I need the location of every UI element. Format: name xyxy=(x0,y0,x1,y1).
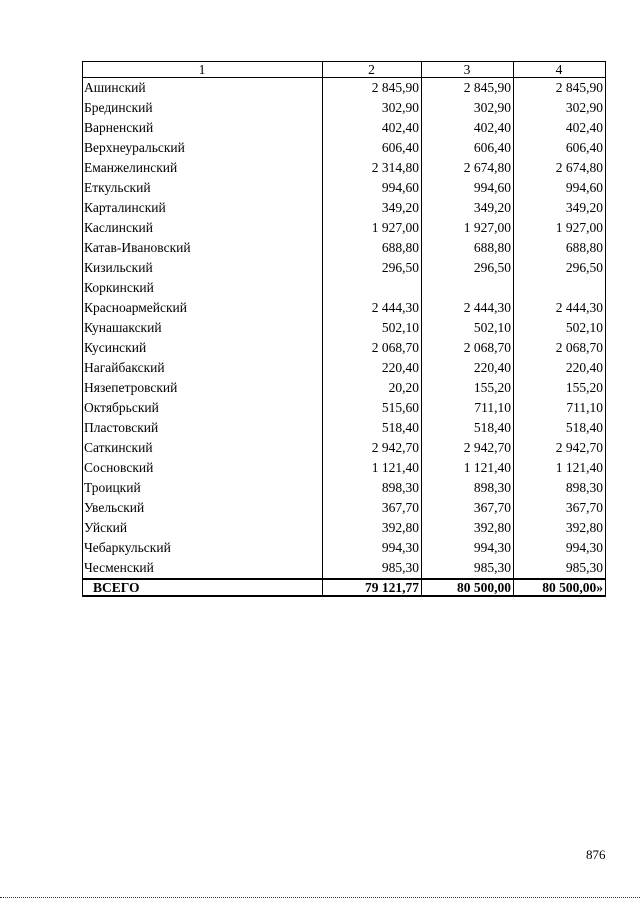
district-name: Верхнеуральский xyxy=(83,138,323,158)
table-row xyxy=(83,538,606,558)
value-col3: 1 927,00 xyxy=(422,218,514,238)
value-col4: 898,30 xyxy=(514,478,606,498)
value-col4: 606,40 xyxy=(514,138,606,158)
value-col4: 349,20 xyxy=(514,198,606,218)
table-row xyxy=(83,78,606,99)
value-col4: 2 444,30 xyxy=(514,298,606,318)
value-col2: 1 927,00 xyxy=(323,218,422,238)
table-row xyxy=(83,118,606,138)
district-name: Кусинский xyxy=(83,338,323,358)
district-name: Нязепетровский xyxy=(83,378,323,398)
value-col3: 296,50 xyxy=(422,258,514,278)
value-col2: 688,80 xyxy=(323,238,422,258)
value-col2: 349,20 xyxy=(323,198,422,218)
value-col2: 2 942,70 xyxy=(323,438,422,458)
value-col4: 985,30 xyxy=(514,558,606,579)
value-col4: 711,10 xyxy=(514,398,606,418)
district-name: Красноармейский xyxy=(83,298,323,318)
value-col2: 2 068,70 xyxy=(323,338,422,358)
total-value-col3: 80 500,00 xyxy=(422,579,514,596)
value-col3: 688,80 xyxy=(422,238,514,258)
table-row xyxy=(83,358,606,378)
column-header-3: 3 xyxy=(422,62,514,78)
value-col3: 518,40 xyxy=(422,418,514,438)
district-name: Сосновский xyxy=(83,458,323,478)
table-row xyxy=(83,458,606,478)
value-col2: 994,60 xyxy=(323,178,422,198)
value-col2: 2 444,30 xyxy=(323,298,422,318)
district-name: Увельский xyxy=(83,498,323,518)
table-row xyxy=(83,98,606,118)
district-name: Октябрьский xyxy=(83,398,323,418)
district-name: Брединский xyxy=(83,98,323,118)
allocation-table xyxy=(82,61,606,597)
value-col3: 1 121,40 xyxy=(422,458,514,478)
value-col3: 2 674,80 xyxy=(422,158,514,178)
district-name: Кунашакский xyxy=(83,318,323,338)
value-col2 xyxy=(323,278,422,298)
value-col4: 994,60 xyxy=(514,178,606,198)
table-row xyxy=(83,398,606,418)
footer-divider xyxy=(0,897,640,898)
column-header-4: 4 xyxy=(514,62,606,78)
total-label: ВСЕГО xyxy=(83,579,323,596)
district-name: Карталинский xyxy=(83,198,323,218)
district-name: Чесменский xyxy=(83,558,323,579)
value-col2: 2 845,90 xyxy=(323,78,422,99)
value-col2: 985,30 xyxy=(323,558,422,579)
value-col4: 392,80 xyxy=(514,518,606,538)
value-col2: 392,80 xyxy=(323,518,422,538)
value-col3: 2 942,70 xyxy=(422,438,514,458)
table-row xyxy=(83,258,606,278)
value-col3: 155,20 xyxy=(422,378,514,398)
table-row xyxy=(83,238,606,258)
table-row xyxy=(83,318,606,338)
table-row xyxy=(83,278,606,298)
table-row xyxy=(83,518,606,538)
value-col2: 994,30 xyxy=(323,538,422,558)
value-col4 xyxy=(514,278,606,298)
table-row xyxy=(83,198,606,218)
value-col3: 220,40 xyxy=(422,358,514,378)
value-col2: 1 121,40 xyxy=(323,458,422,478)
district-name: Еткульский xyxy=(83,178,323,198)
value-col4: 2 674,80 xyxy=(514,158,606,178)
district-name: Катав-Ивановский xyxy=(83,238,323,258)
value-col4: 367,70 xyxy=(514,498,606,518)
page-number: 876 xyxy=(586,847,606,862)
value-col3: 2 845,90 xyxy=(422,78,514,99)
table-row xyxy=(83,478,606,498)
district-name: Кизильский xyxy=(83,258,323,278)
value-col2: 606,40 xyxy=(323,138,422,158)
value-col4: 220,40 xyxy=(514,358,606,378)
column-header-2: 2 xyxy=(323,62,422,78)
table-row xyxy=(83,378,606,398)
value-col2: 302,90 xyxy=(323,98,422,118)
value-col3: 606,40 xyxy=(422,138,514,158)
value-col2: 518,40 xyxy=(323,418,422,438)
district-name: Нагайбакский xyxy=(83,358,323,378)
value-col3: 402,40 xyxy=(422,118,514,138)
value-col3: 367,70 xyxy=(422,498,514,518)
value-col2: 402,40 xyxy=(323,118,422,138)
value-col4: 2 942,70 xyxy=(514,438,606,458)
value-col4: 296,50 xyxy=(514,258,606,278)
value-col4: 2 068,70 xyxy=(514,338,606,358)
total-value-col4: 80 500,00» xyxy=(514,579,606,596)
table-row xyxy=(83,438,606,458)
value-col2: 367,70 xyxy=(323,498,422,518)
total-value-col2: 79 121,77 xyxy=(323,579,422,596)
table-row xyxy=(83,338,606,358)
value-col4: 994,30 xyxy=(514,538,606,558)
value-col3: 302,90 xyxy=(422,98,514,118)
table-body xyxy=(83,78,606,597)
district-name: Варненский xyxy=(83,118,323,138)
value-col3: 392,80 xyxy=(422,518,514,538)
district-name: Еманжелинский xyxy=(83,158,323,178)
value-col3: 2 068,70 xyxy=(422,338,514,358)
district-name: Пластовский xyxy=(83,418,323,438)
value-col2: 2 314,80 xyxy=(323,158,422,178)
value-col4: 502,10 xyxy=(514,318,606,338)
table-row xyxy=(83,298,606,318)
value-col4: 302,90 xyxy=(514,98,606,118)
value-col2: 220,40 xyxy=(323,358,422,378)
district-name: Коркинский xyxy=(83,278,323,298)
district-name: Ашинский xyxy=(83,78,323,99)
table-row xyxy=(83,158,606,178)
district-name: Каслинский xyxy=(83,218,323,238)
value-col4: 402,40 xyxy=(514,118,606,138)
value-col2: 502,10 xyxy=(323,318,422,338)
table-header xyxy=(83,62,606,78)
value-col3: 502,10 xyxy=(422,318,514,338)
total-row xyxy=(83,579,606,596)
value-col3: 994,30 xyxy=(422,538,514,558)
table-row xyxy=(83,138,606,158)
value-col4: 1 927,00 xyxy=(514,218,606,238)
value-col4: 155,20 xyxy=(514,378,606,398)
table-row xyxy=(83,498,606,518)
value-col4: 518,40 xyxy=(514,418,606,438)
value-col4: 1 121,40 xyxy=(514,458,606,478)
header-row xyxy=(83,62,606,78)
value-col3: 349,20 xyxy=(422,198,514,218)
district-name: Чебаркульский xyxy=(83,538,323,558)
value-col4: 2 845,90 xyxy=(514,78,606,99)
value-col3: 994,60 xyxy=(422,178,514,198)
value-col3: 985,30 xyxy=(422,558,514,579)
value-col2: 296,50 xyxy=(323,258,422,278)
value-col3 xyxy=(422,278,514,298)
value-col3: 711,10 xyxy=(422,398,514,418)
value-col3: 2 444,30 xyxy=(422,298,514,318)
value-col2: 515,60 xyxy=(323,398,422,418)
value-col4: 688,80 xyxy=(514,238,606,258)
table-row xyxy=(83,218,606,238)
district-name: Уйский xyxy=(83,518,323,538)
column-header-1: 1 xyxy=(83,62,323,78)
value-col2: 898,30 xyxy=(323,478,422,498)
district-name: Саткинский xyxy=(83,438,323,458)
table-row xyxy=(83,418,606,438)
district-name: Троицкий xyxy=(83,478,323,498)
table-row xyxy=(83,558,606,579)
table-row xyxy=(83,178,606,198)
value-col2: 20,20 xyxy=(323,378,422,398)
value-col3: 898,30 xyxy=(422,478,514,498)
